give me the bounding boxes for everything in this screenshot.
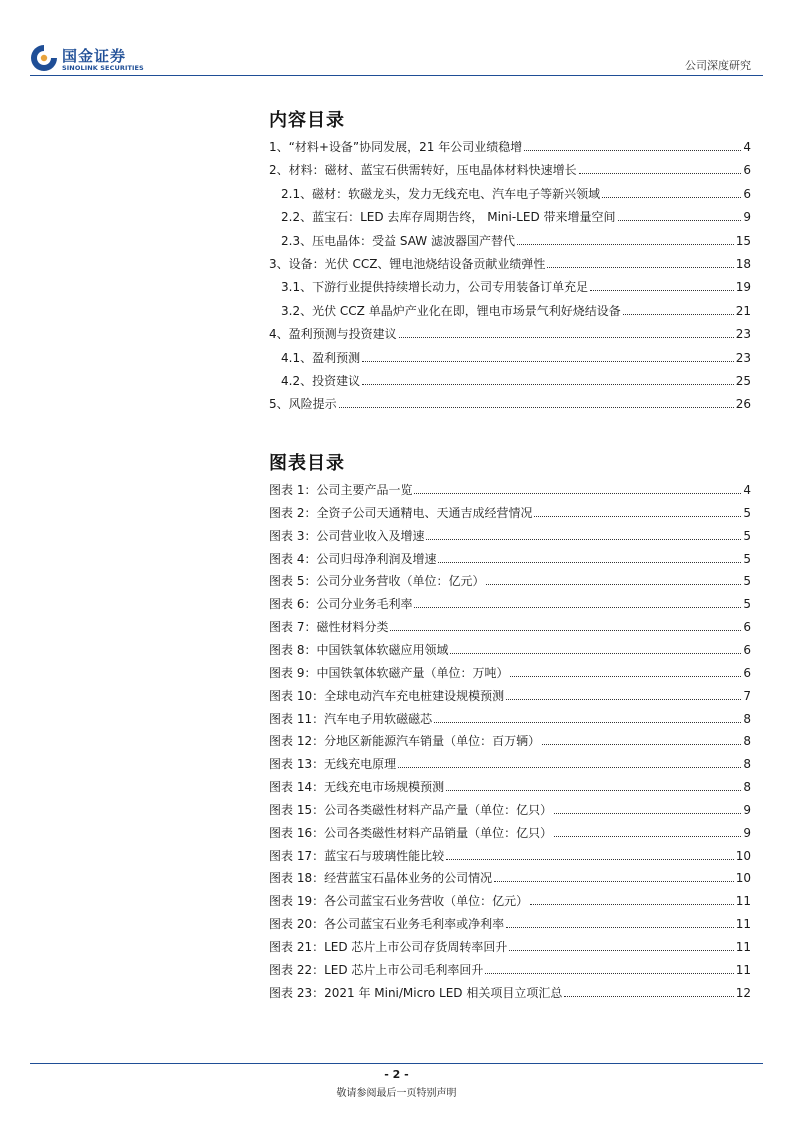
toc-entry-label: 图表 20：各公司蓝宝石业务毛利率或净利率 <box>269 917 505 932</box>
toc-entry-label: 2、材料：磁材、蓝宝石供需转好，压电晶体材料快速增长 <box>269 163 577 178</box>
dot-leader <box>399 337 734 338</box>
toc-entry[interactable] <box>269 137 751 155</box>
dot-leader <box>362 384 734 385</box>
toc-entry[interactable] <box>269 394 751 412</box>
dot-leader <box>339 407 734 408</box>
toc-entry-label: 图表 17：蓝宝石与玻璃性能比较 <box>269 848 445 863</box>
toc-entry-page: 5 <box>743 551 751 566</box>
toc-entry-page: 10 <box>735 871 751 886</box>
toc-entry[interactable] <box>281 348 751 366</box>
toc-entry-page: 5 <box>743 505 751 520</box>
toc-entry-label: 图表 2：全资子公司天通精电、天通吉成经营情况 <box>269 505 533 520</box>
toc-entry-label: 图表 15：公司各类磁性材料产品产量（单位：亿只） <box>269 802 553 817</box>
dot-leader <box>547 267 733 268</box>
toc-entry[interactable] <box>269 891 751 909</box>
dot-leader <box>434 722 741 723</box>
toc-entry[interactable] <box>269 480 751 498</box>
toc-entry[interactable] <box>269 549 751 567</box>
toc-entry-page: 23 <box>735 350 751 365</box>
dot-leader <box>564 996 733 997</box>
dot-leader <box>362 361 734 362</box>
footer-divider <box>30 1063 763 1064</box>
dot-leader <box>554 836 741 837</box>
toc-entry-page: 8 <box>743 757 751 772</box>
toc-entry-page: 11 <box>735 894 751 909</box>
toc-entry-label: 5、风险提示 <box>269 397 337 412</box>
toc-entry-label: 图表 11：汽车电子用软磁磁芯 <box>269 711 433 726</box>
logo-english-text: SINOLINK SECURITIES <box>62 64 144 72</box>
dot-leader <box>623 314 734 315</box>
dot-leader <box>530 904 734 905</box>
toc-entry-label: 图表 7：磁性材料分类 <box>269 620 389 635</box>
toc-entry-label: 3.1、下游行业提供持续增长动力，公司专用装备订单充足 <box>281 280 589 295</box>
header-divider <box>30 75 763 76</box>
toc-entry[interactable] <box>269 823 751 841</box>
toc-entry-label: 4.1、盈利预测 <box>281 350 361 365</box>
dot-leader <box>414 493 741 494</box>
dot-leader <box>509 950 733 951</box>
toc-entry-label: 图表 8：中国铁氧体软磁应用领域 <box>269 642 449 657</box>
toc-entry-label: 图表 13：无线充电原理 <box>269 757 397 772</box>
document-type: 公司深度研究 <box>685 59 751 72</box>
page-header <box>0 0 793 80</box>
toc-entry[interactable] <box>281 371 751 389</box>
toc-entry[interactable] <box>269 254 751 272</box>
page-number: - 2 - <box>384 1068 409 1081</box>
toc-entry-label: 4、盈利预测与投资建议 <box>269 327 397 342</box>
dot-leader <box>534 516 741 517</box>
dot-leader <box>494 881 734 882</box>
toc-entry-label: 4.2、投资建议 <box>281 374 361 388</box>
toc-entry[interactable] <box>269 503 751 521</box>
toc-entry[interactable] <box>269 777 751 795</box>
toc-entry[interactable] <box>269 160 751 178</box>
toc-entry[interactable] <box>269 960 751 978</box>
dot-leader <box>398 767 741 768</box>
toc-entry-page: 23 <box>735 327 751 342</box>
toc-entry-label: 图表 5：公司分业务营收（单位：亿元） <box>269 574 485 589</box>
toc-entry[interactable] <box>281 301 751 319</box>
toc-entry-page: 11 <box>735 917 751 932</box>
toc-entry-label: 图表 10：全球电动汽车充电桩建设规模预测 <box>269 688 505 703</box>
dot-leader <box>510 676 741 677</box>
toc-entry[interactable] <box>269 571 751 589</box>
sinolink-logo-icon <box>30 44 58 72</box>
toc-entry-page: 8 <box>743 711 751 726</box>
toc-entry-label: 图表 14：无线充电市场规模预测 <box>269 780 445 795</box>
dot-leader <box>438 562 741 563</box>
toc-entry-page: 10 <box>735 848 751 863</box>
toc-entry[interactable] <box>269 324 751 342</box>
dot-leader <box>590 290 734 291</box>
toc-entry-page: 26 <box>735 397 751 412</box>
toc-entry[interactable] <box>269 640 751 658</box>
toc-entry-page: 6 <box>743 642 751 657</box>
toc-entry[interactable] <box>269 754 751 772</box>
toc-entry-label: 图表 16：公司各类磁性材料产品销量（单位：亿只） <box>269 825 553 840</box>
toc-entry[interactable] <box>281 231 751 249</box>
toc-entry[interactable] <box>269 868 751 886</box>
toc-entry-label: 图表 3：公司营业收入及增速 <box>269 528 425 543</box>
toc-entry-label: 图表 4：公司归母净利润及增速 <box>269 551 437 566</box>
dot-leader <box>506 699 741 700</box>
toc-entry-label: 图表 23：2021 年 Mini/Micro LED 相关项目立项汇总 <box>269 985 563 1000</box>
toc-entry-page: 5 <box>743 528 751 543</box>
dot-leader <box>486 584 741 585</box>
toc-entry-page: 12 <box>735 985 751 1000</box>
dot-leader <box>602 197 741 198</box>
toc-entry-label: 3.2、光伏 CCZ 单晶炉产业化在即，锂电市场景气利好烧结设备 <box>281 303 621 318</box>
dot-leader <box>579 173 742 174</box>
toc-entry-label: 3、设备：光伏 CCZ、锂电池烧结设备贡献业绩弹性 <box>269 257 546 271</box>
toc-entry[interactable] <box>281 277 751 295</box>
toc-entry[interactable] <box>269 526 751 544</box>
dot-leader <box>517 244 734 245</box>
toc-entry-label: 2.1、磁材：软磁龙头，发力无线充电、汽车电子等新兴领域 <box>281 186 601 201</box>
dot-leader <box>450 653 741 654</box>
dot-leader <box>542 744 741 745</box>
toc-entry[interactable] <box>269 983 751 1001</box>
toc-entry-label: 图表 19：各公司蓝宝石业务营收（单位：亿元） <box>269 894 529 909</box>
figures-title: 图表目录 <box>269 453 345 474</box>
dot-leader <box>618 220 742 221</box>
toc-entry-page: 7 <box>743 688 751 703</box>
dot-leader <box>554 813 741 814</box>
toc-entry-page: 6 <box>743 186 751 201</box>
toc-entry-label: 图表 9：中国铁氧体软磁产量（单位：万吨） <box>269 665 509 680</box>
toc-entry-page: 11 <box>735 962 751 977</box>
toc-entry-label: 2.2、蓝宝石：LED 去库存周期告终， Mini-LED 带来增量空间 <box>281 210 616 225</box>
dot-leader <box>390 630 741 631</box>
logo-chinese-text: 国金证券 <box>62 47 127 65</box>
toc-entry-label: 图表 22：LED 芯片上市公司毛利率回升 <box>269 962 484 977</box>
dot-leader <box>446 790 741 791</box>
toc-entry-page: 9 <box>743 825 751 840</box>
toc-entry[interactable] <box>269 594 751 612</box>
dot-leader <box>524 150 741 151</box>
toc-entry-page: 6 <box>743 163 751 178</box>
toc-entry[interactable] <box>281 207 751 225</box>
toc-entry-page: 8 <box>743 734 751 749</box>
toc-entry-label: 图表 21：LED 芯片上市公司存货周转率回升 <box>269 940 508 954</box>
toc-entry-page: 5 <box>743 574 751 589</box>
footer-disclaimer: 敬请参阅最后一页特别声明 <box>336 1088 457 1099</box>
toc-entry-page: 21 <box>735 303 751 318</box>
toc-entry-page: 9 <box>743 210 751 225</box>
toc-entry[interactable] <box>269 914 751 932</box>
toc-entry-label: 图表 1：公司主要产品一览 <box>269 483 413 497</box>
dot-leader <box>446 859 734 860</box>
toc-entry-label: 2.3、压电晶体：受益 SAW 滤波器国产替代 <box>281 233 515 248</box>
toc-entry[interactable] <box>269 731 751 749</box>
dot-leader <box>426 539 741 540</box>
toc-entry-page: 6 <box>743 620 751 635</box>
toc-entry-page: 25 <box>735 374 751 388</box>
dot-leader <box>506 927 734 928</box>
toc-entry-label: 图表 12：分地区新能源汽车销量（单位：百万辆） <box>269 734 541 749</box>
toc-entry-page: 15 <box>735 233 751 248</box>
toc-entry-page: 9 <box>743 802 751 817</box>
dot-leader <box>414 607 741 608</box>
toc-entry-page: 18 <box>735 257 751 271</box>
toc-entry[interactable] <box>269 663 751 681</box>
dot-leader <box>485 973 733 974</box>
toc-entry-page: 6 <box>743 665 751 680</box>
toc-entry[interactable] <box>269 937 751 955</box>
toc-entry-page: 4 <box>743 140 751 154</box>
toc-entry[interactable] <box>269 846 751 864</box>
toc-entry-page: 5 <box>743 597 751 612</box>
company-logo <box>30 44 160 74</box>
toc-entry-label: 1、“材料+设备”协同发展，21 年公司业绩稳增 <box>269 140 523 154</box>
toc-entry[interactable] <box>281 184 751 202</box>
toc-entry-page: 8 <box>743 780 751 795</box>
toc-entry-page: 11 <box>735 940 751 954</box>
toc-entry-page: 19 <box>735 280 751 295</box>
toc-entry-label: 图表 6：公司分业务毛利率 <box>269 597 413 612</box>
contents-title: 内容目录 <box>269 110 345 131</box>
toc-entry[interactable] <box>269 617 751 635</box>
toc-entry[interactable] <box>269 686 751 704</box>
toc-entry[interactable] <box>269 709 751 727</box>
toc-entry-page: 4 <box>743 483 751 497</box>
toc-entry-label: 图表 18：经营蓝宝石晶体业务的公司情况 <box>269 871 493 886</box>
toc-entry[interactable] <box>269 800 751 818</box>
